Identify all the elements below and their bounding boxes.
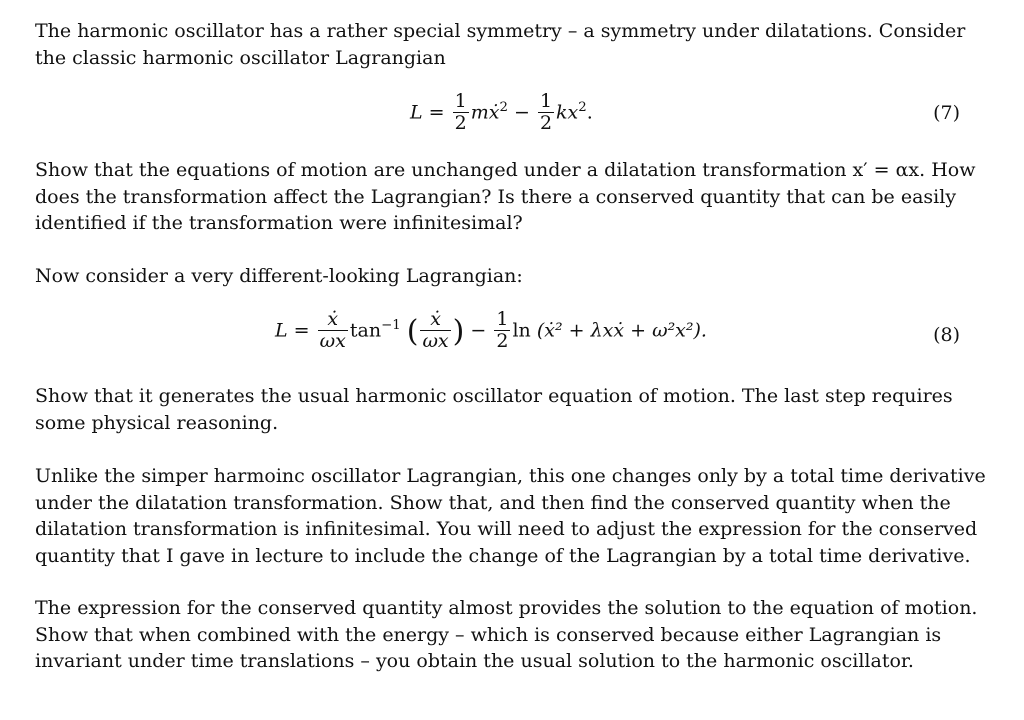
equation-number: (7)	[933, 102, 960, 124]
text-line: Show that when combined with the energy – which is conserved because either Lagrangian is	[35, 623, 942, 646]
equation-7	[0, 88, 1024, 144]
text-line: dilatation transformation is infinitesimal. You will need to adjust the expression for the conserved	[35, 518, 978, 540]
text-line: Now consider a very different-looking Lagrangian:	[35, 265, 523, 287]
paragraph-solution	[35, 595, 978, 675]
fraction-half: $\frac{1}{2}$	[539, 90, 553, 134]
paragraph-dilatation	[35, 157, 976, 237]
equation-7-body: L = $\frac{1}{2}$ mẋ$^2$ − $\frac{1}{2}$ $kx^2$.	[410, 90, 593, 134]
text-line: under the dilatation transformation. Show that, and then find the conserved quantity when the	[35, 491, 951, 514]
text-line: some physical reasoning.	[35, 411, 279, 434]
fraction-half: $\frac{1}{2}$	[496, 308, 509, 352]
text-line: Unlike the simper harmoinc oscillator Lagrangian, this one changes only by a total time derivative	[35, 465, 986, 487]
text-line: The expression for the conserved quantity almost provides the solution to the equation of motion.	[35, 597, 978, 619]
paragraph-intro	[35, 18, 966, 71]
text-line: Show that the equations of motion are unchanged under a dilatation transformation x′ = αx. How	[35, 159, 976, 181]
equation-8-body: L = $\frac{\text{ẋ}}{\omega x}$ $\tan^{-1}$ ( $\frac{\text{ẋ}}{\omega x}$ ) − $\frac{1}{2}$ ln (ẋ² + λxẋ + ω²x²).	[275, 308, 707, 352]
fraction-half: $\frac{1}{2}$	[454, 90, 467, 134]
ln-function: ln	[512, 319, 531, 342]
text-line: identified if the transformation were infinitesimal?	[35, 212, 523, 234]
tan-function: tan	[349, 319, 382, 342]
equals-sign: =	[293, 319, 310, 342]
text-line: the classic harmonic oscillator Lagrangian	[35, 46, 446, 69]
equation-number: (8)	[933, 324, 960, 346]
lagrangian-symbol: L	[275, 319, 288, 342]
minus-sign: −	[513, 101, 530, 124]
paragraph-new-lagrangian	[35, 263, 960, 290]
text-line: does the transformation affect the Lagrangian? Is there a conserved quantity that can be easily	[35, 185, 957, 208]
fraction-xdot-over-omega-x: $\frac{\text{ẋ}}{\omega x}$	[422, 308, 449, 352]
text-line: The harmonic oscillator has a rather special symmetry – a symmetry under dilatations. Consider	[35, 20, 966, 42]
minus-sign: −	[470, 319, 487, 342]
equation-8	[0, 306, 1024, 370]
text-line: invariant under time translations – you obtain the usual solution to the harmonic oscillator.	[35, 650, 914, 672]
fraction-xdot-over-omega-x: $\frac{\text{ẋ}}{\omega x}$	[319, 308, 346, 352]
paragraph-total-derivative	[35, 463, 986, 569]
equals-sign: =	[428, 101, 445, 124]
paragraph-equation-of-motion	[35, 383, 960, 436]
kinetic-term: mẋ	[470, 101, 500, 124]
text-line: quantity that I gave in lecture to include the change of the Lagrangian by a total time derivative.	[35, 544, 971, 567]
text-line: Show that it generates the usual harmonic oscillator equation of motion. The last step requires	[35, 385, 953, 407]
potential-term: kx	[556, 101, 579, 124]
lagrangian-symbol: L	[410, 101, 423, 124]
log-argument: (ẋ² + λxẋ + ω²x²).	[536, 319, 707, 342]
